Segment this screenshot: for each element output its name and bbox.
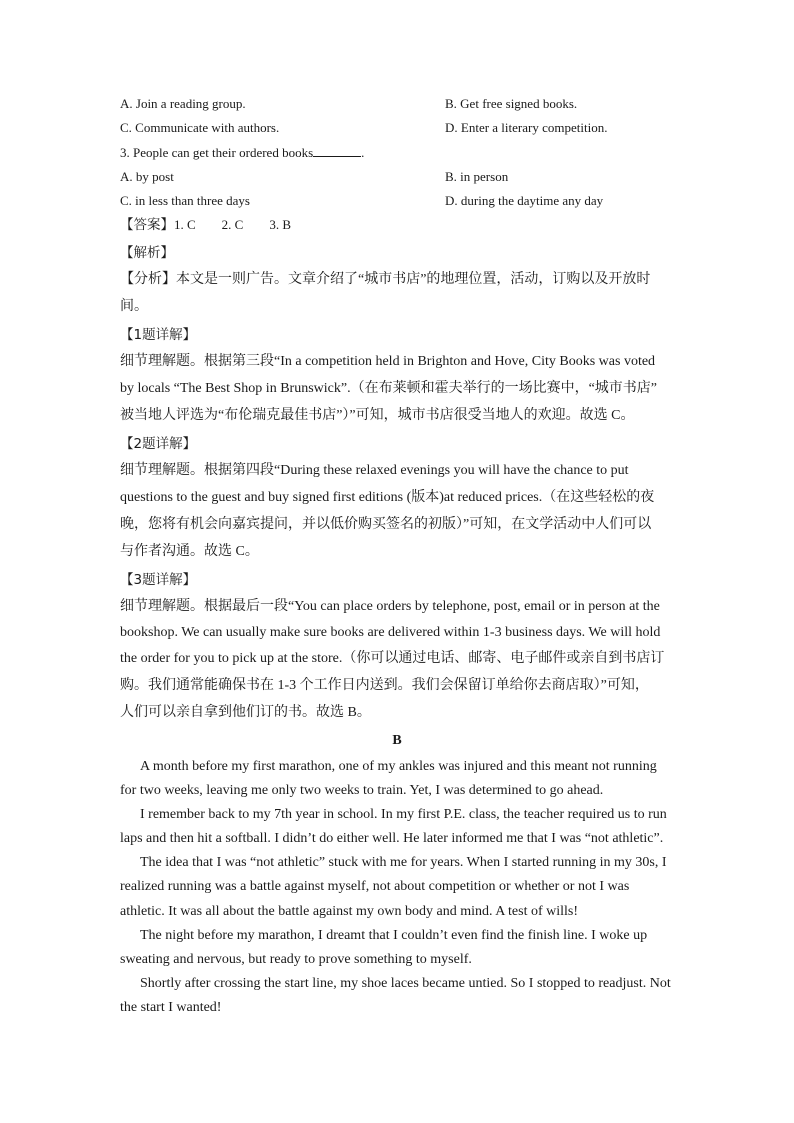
q3-stem-line <box>120 144 364 162</box>
q2-option-b: B. Get free signed books. <box>445 96 578 111</box>
q3-detail-line-4: 购。我们通常能确保书在 1-3 个工作日内送到。我们会保留订单给你去商店取）”可知， <box>120 678 649 693</box>
q2-option-d: D. Enter a literary competition. <box>445 120 608 135</box>
q1-detail-heading: 【1题详解】 <box>120 327 197 343</box>
q2-option-a: A. Join a reading group. <box>120 96 246 111</box>
q2-detail-heading: 【2题详解】 <box>120 436 197 452</box>
q3-detail-heading: 【3题详解】 <box>120 572 197 588</box>
passage-p3-line-1: The idea that I was “not athletic” stuck with me for years. When I started running in my 30s, I <box>140 855 667 870</box>
summary-line-1: 【分析】本文是一则广告。文章介绍了“城市书店”的地理位置，活动，订购以及开放时 <box>120 272 651 287</box>
q2-detail-line-3: 晚，您将有机会向嘉宾提问，并以低价购买签名的初版）”可知，在文学活动中人们可以 <box>120 517 652 532</box>
answer-2: 2. C <box>221 217 244 232</box>
passage-p5-line-1: Shortly after crossing the start line, my shoe laces became untied. So I stopped to readjust. Not <box>140 976 671 991</box>
passage-p3-line-3: athletic. It was all about the battle against my own body and mind. A test of wills! <box>120 904 579 919</box>
q1-detail-line-3: 被当地人评选为“布伦瑞克最佳书店”）”可知，城市书店很受当地人的欢迎。故选 C。 <box>120 408 635 423</box>
passage-p4-line-1: The night before my marathon, I dreamt that I couldn’t even find the finish line. I woke up <box>140 928 648 943</box>
q3-stem: 3. People can get their ordered books <box>120 145 314 160</box>
passage-p1-line-2: for two weeks, leaving me only two weeks to train. Yet, I was determined to go ahead. <box>120 783 604 798</box>
answer-blank <box>313 144 361 157</box>
passage-p2-line-2: laps and then hit a softball. I didn’t do either well. He later informed me that I was “not athletic”. <box>120 831 664 846</box>
analysis-label: 【解析】 <box>120 245 174 261</box>
passage-p3-line-2: realized running was a battle against myself, not about competition or whether or not I was <box>120 879 630 894</box>
q3-option-d: D. during the daytime any day <box>445 193 604 208</box>
q3-stem-end: . <box>361 145 365 160</box>
q1-detail-line-2: by locals “The Best Shop in Brunswick”.（在布莱顿和霍夫举行的一场比赛中，“城市书店” <box>120 381 658 396</box>
q3-option-a: A. by post <box>120 169 174 184</box>
answer-label: 【答案】 <box>120 217 174 233</box>
q3-detail-line-1: 细节理解题。根据最后一段“You can place orders by telephone, post, email or in person at the <box>120 599 660 614</box>
answer-line <box>120 216 291 234</box>
summary-line-2: 间。 <box>120 299 148 314</box>
answer-3: 3. B <box>269 217 292 232</box>
passage-p2-line-1: I remember back to my 7th year in school. In my first P.E. class, the teacher required us to run <box>140 807 667 822</box>
passage-p1-line-1: A month before my first marathon, one of my ankles was injured and this meant not running <box>140 759 657 774</box>
q2-detail-line-2: questions to the guest and buy signed first editions (版本)at reduced prices.（在这些轻松的夜 <box>120 490 655 505</box>
passage-p5-line-2: the start I wanted! <box>120 1000 222 1015</box>
section-b-title: B <box>392 733 402 748</box>
q3-option-c: C. in less than three days <box>120 193 250 208</box>
answer-1: 1. C <box>174 217 196 232</box>
q2-detail-line-1: 细节理解题。根据第四段“During these relaxed evenings you will have the chance to put <box>120 463 629 478</box>
q1-detail-line-1: 细节理解题。根据第三段“In a competition held in Brighton and Hove, City Books was voted <box>120 354 656 369</box>
q2-detail-line-4: 与作者沟通。故选 C。 <box>120 544 259 559</box>
q2-option-c: C. Communicate with authors. <box>120 120 280 135</box>
q3-detail-line-2: bookshop. We can usually make sure books are delivered within 1-3 business days. We will hold <box>120 625 661 640</box>
q3-option-b: B. in person <box>445 169 509 184</box>
passage-p4-line-2: sweating and nervous, but ready to prove something to myself. <box>120 952 472 967</box>
q3-detail-line-5: 人们可以亲自拿到他们订的书。故选 B。 <box>120 705 371 720</box>
q3-detail-line-3: the order for you to pick up at the store.（你可以通过电话、邮寄、电子邮件或亲自到书店订 <box>120 651 665 666</box>
